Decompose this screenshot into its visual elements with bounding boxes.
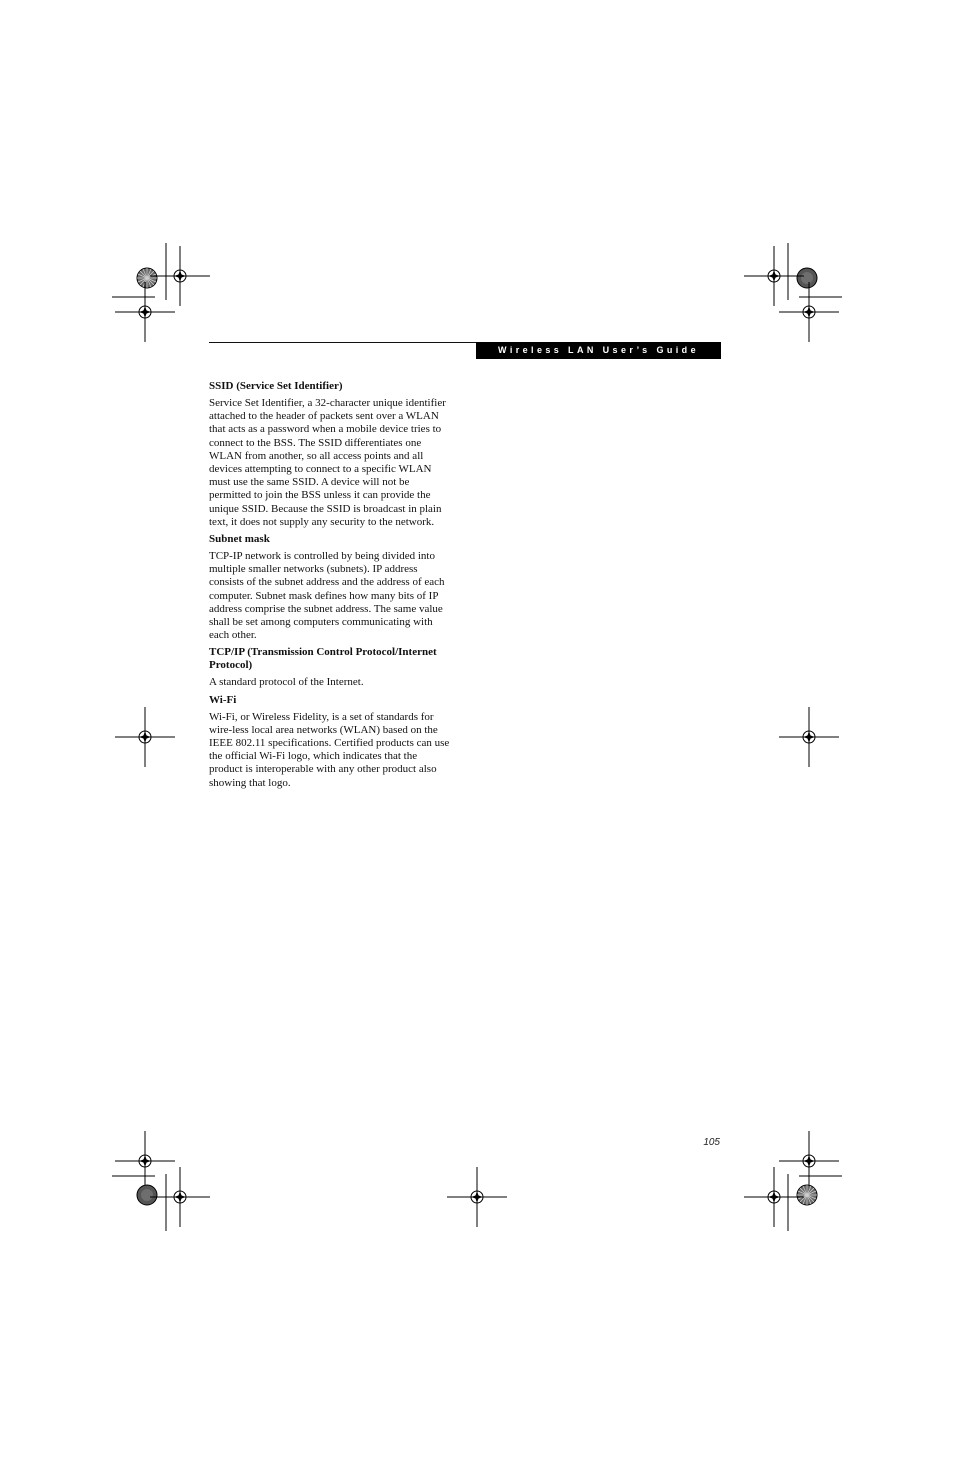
glossary-term: SSID (Service Set Identifier) — [209, 380, 343, 392]
glossary-entry-wi-fi — [209, 694, 453, 790]
registration-star-icon — [797, 1185, 817, 1205]
registration-solid-icon — [797, 268, 817, 288]
glossary-section — [209, 380, 453, 794]
registration-mark-icon — [744, 1167, 804, 1227]
registration-mark-icon — [115, 1131, 175, 1191]
registration-mark-icon — [779, 1131, 839, 1191]
glossary-entry-subnet-mask — [209, 533, 453, 642]
running-header: Wireless LAN User’s Guide — [476, 342, 721, 359]
registration-mark-icon — [779, 707, 839, 767]
glossary-definition: TCP-IP network is controlled by being divided into multiple smaller networks (subnets). IP address consists of the subnet address and the address of each computer. Subnet mask defines how many bits of IP address comprise the subnet address. The same value shall be set among computers communicating with each other. — [209, 550, 445, 642]
glossary-entry-ssid — [209, 380, 453, 529]
glossary-term: Wi-Fi — [209, 693, 237, 706]
glossary-definition: A standard protocol of the Internet. — [209, 676, 364, 689]
registration-star-icon — [137, 268, 157, 288]
registration-solid-icon — [137, 1185, 157, 1205]
registration-mark-icon — [115, 282, 175, 342]
registration-mark-icon — [115, 707, 175, 767]
glossary-definition: Service Set Identifier, a 32-character unique identifier attached to the header of packets sent over a WLAN that acts as a password when a mobile device tries to connect to the BSS. The SSID differentiates one WLAN from another, so all access points and all devices attempting to connect to a specific WLAN must use the same SSID. A device will not be permitted to join the BSS unless it can provide the unique SSID. Because the SSID is broadcast in plain text, it does not supply any security to the network. — [209, 397, 446, 528]
registration-mark-icon — [447, 1167, 507, 1227]
registration-mark-icon — [744, 246, 804, 306]
registration-mark-icon — [150, 246, 210, 306]
registration-mark-icon — [779, 282, 839, 342]
glossary-term: TCP/IP (Transmission Control Protocol/Internet Protocol) — [209, 646, 437, 672]
registration-mark-icon — [150, 1167, 210, 1227]
page-number: 105 — [703, 1137, 720, 1148]
glossary-entry-tcp-ip — [209, 646, 453, 689]
glossary-definition: Wi-Fi, or Wireless Fidelity, is a set of standards for wire-less local area networks (WLAN) based on the IEEE 802.11 specifications. Certified products can use the official Wi-Fi logo, which indicates that the product is interoperable with any other product also showing that logo. — [209, 710, 450, 789]
glossary-term: Subnet mask — [209, 533, 270, 546]
